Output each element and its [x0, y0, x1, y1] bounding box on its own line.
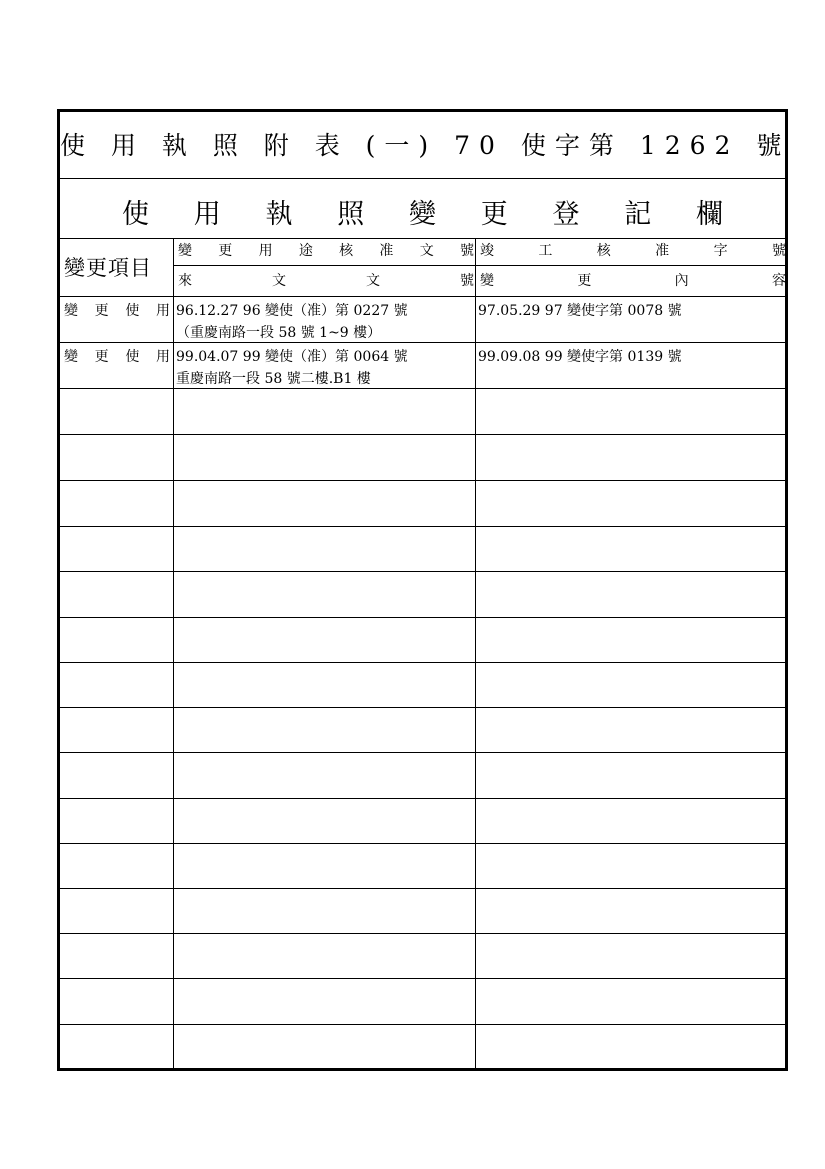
header-char: 更: [218, 243, 233, 259]
divider: [60, 978, 785, 979]
header-char: 內: [674, 273, 689, 289]
header-char: 工: [538, 243, 553, 259]
divider: [60, 617, 785, 618]
section-title-char: 執: [265, 199, 293, 230]
item-char: 變: [64, 303, 78, 319]
header-char: 來: [178, 273, 192, 289]
row-2-completion: 99.09.08 99 變使字第 0139 號: [478, 349, 682, 365]
header-char: 文: [272, 273, 286, 289]
row-1-approval-line1: 96.12.27 96 變使（准）第 0227 號: [176, 303, 408, 319]
header-char: 字: [713, 243, 728, 259]
header-completion-doc: [480, 240, 786, 262]
header-char: 途: [298, 243, 313, 259]
header-char: 准: [379, 243, 394, 259]
divider: [60, 178, 785, 179]
row-1-item: [64, 300, 170, 322]
divider: [60, 662, 785, 663]
section-title-char: 使: [122, 199, 149, 230]
divider: [173, 265, 785, 266]
section-title-char: 登: [552, 199, 580, 230]
divider: [60, 296, 785, 297]
divider: [60, 752, 785, 753]
divider: [60, 238, 785, 239]
header-char: 變: [178, 243, 192, 259]
section-title-char: 欄: [696, 199, 723, 230]
divider: [60, 342, 785, 343]
header-char: 竣: [480, 243, 494, 259]
row-2-approval-line1: 99.04.07 99 變使（准）第 0064 號: [176, 349, 408, 365]
section-title: [122, 192, 723, 231]
header-char: 容: [771, 273, 786, 289]
header-incoming-doc: [178, 270, 474, 292]
item-char: 使: [125, 303, 140, 319]
page-title: 使 用 執 照 附 表 (一) 70 使字第 1262 號: [60, 131, 791, 160]
column-divider: [173, 238, 174, 1068]
header-char: 號: [771, 243, 786, 259]
header-char: 號: [459, 243, 474, 259]
header-char: 更: [577, 273, 592, 289]
divider: [60, 571, 785, 572]
divider: [60, 933, 785, 934]
divider: [60, 480, 785, 481]
header-change-content: [480, 270, 786, 292]
item-char: 變: [64, 349, 78, 365]
item-char: 用: [155, 349, 170, 365]
item-char: 用: [155, 303, 170, 319]
header-char: 用: [258, 243, 273, 259]
divider: [60, 707, 785, 708]
header-char: 准: [655, 243, 670, 259]
row-1-completion: 97.05.29 97 變使字第 0078 號: [478, 303, 682, 319]
divider: [60, 888, 785, 889]
column-divider: [475, 238, 476, 1068]
divider: [60, 526, 785, 527]
header-char: 文: [366, 273, 380, 289]
section-title-char: 照: [337, 199, 365, 230]
header-change-item: 變更項目: [64, 256, 152, 280]
item-char: 更: [94, 349, 109, 365]
item-char: 更: [94, 303, 109, 319]
row-2-approval-line2: 重慶南路一段 58 號二樓.B1 樓: [176, 371, 371, 387]
header-char: 核: [339, 243, 354, 259]
section-title-char: 用: [193, 199, 221, 230]
license-change-table: [57, 109, 791, 1071]
section-title-char: 記: [624, 199, 652, 230]
section-title-char: 更: [480, 199, 508, 230]
divider: [60, 798, 785, 799]
header-char: 變: [480, 273, 494, 289]
divider: [60, 434, 785, 435]
divider: [60, 388, 785, 389]
row-1-approval-line2: （重慶南路一段 58 號 1~9 樓）: [176, 325, 382, 341]
item-char: 使: [125, 349, 140, 365]
divider: [60, 1024, 785, 1025]
header-char: 文: [419, 243, 434, 259]
section-title-char: 變: [409, 199, 436, 230]
divider: [60, 843, 785, 844]
header-char: 核: [596, 243, 611, 259]
header-char: 號: [460, 273, 474, 289]
row-2-item: [64, 346, 170, 368]
header-approval-doc: [178, 240, 474, 262]
